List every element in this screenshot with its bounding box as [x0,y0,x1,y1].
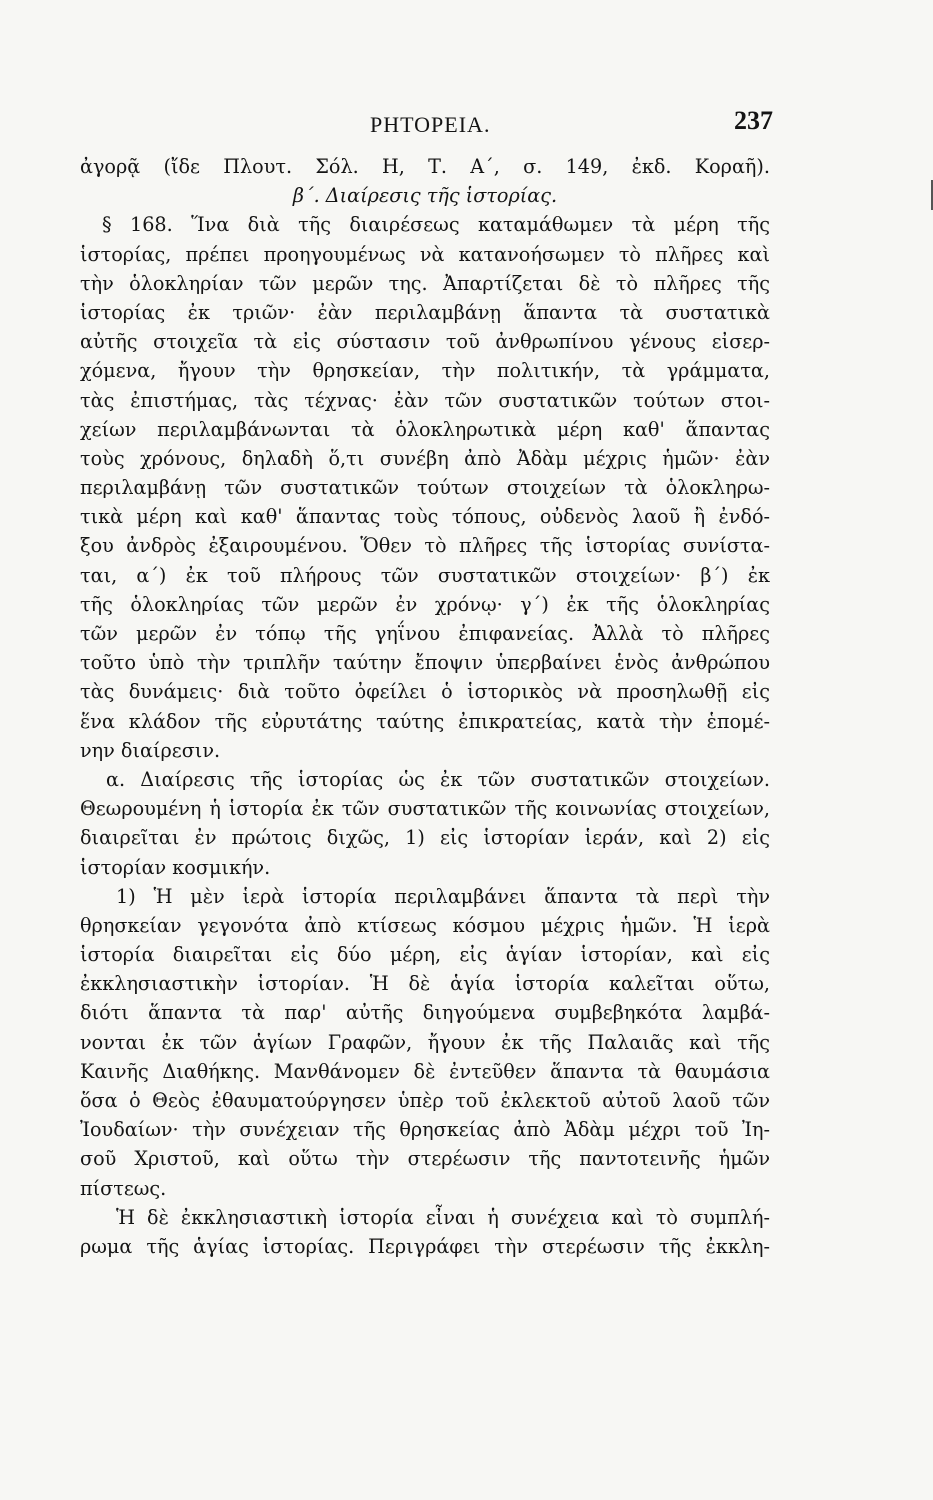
text-line: πίστεως. [80,1176,167,1200]
text-line: θρησκείαν γεγονότα ἀπὸ κτίσεως κόσμου μέχρις ἡμῶν. Ἡ ἱερὰ [80,913,770,937]
text-line: τῆς ὁλοκληρίας τῶν μερῶν ἐν χρόνῳ· γ΄) ἐκ τῆς ὁλοκληρίας [80,592,770,616]
text-line: ται, α΄) ἐκ τοῦ πλήρους τῶν συστατικῶν στοιχείων· β΄) ἐκ [80,563,770,587]
text-line: ἱστορίαν κοσμικήν. [80,855,271,879]
text-line: ρωμα τῆς ἁγίας ἱστορίας. Περιγράφει τὴν στερέωσιν τῆς ἐκκλη- [80,1234,770,1258]
text-line: χείων περιλαμβάνωνται τὰ ὁλοκληρωτικὰ μέρη καθ' ἅπαντας [80,417,770,441]
page-number: 237 [734,106,773,135]
text-body [80,152,770,1261]
text-line: ἐκκλησιαστικὴν ἱστορίαν. Ἡ δὲ ἁγία ἱστορία καλεῖται οὕτω, [80,972,770,996]
text-line: τοὺς χρόνους, δηλαδὴ ὅ,τι συνέβη ἀπὸ Ἀδὰμ μέχρις ἡμῶν· ἐὰν [80,446,770,470]
text-line: ἱστορία διαιρεῖται εἰς δύο μέρη, εἰς ἁγίαν ἱστορίαν, καὶ εἰς [80,943,770,967]
text-line: τὴν ὁλοκληρίαν τῶν μερῶν της. Ἀπαρτίζεται δὲ τὸ πλῆρες τῆς [80,271,770,295]
text-line: τοῦτο ὑπὸ τὴν τριπλῆν ταύτην ἔποψιν ὑπερβαίνει ἑνὸς ἀνθρώπου [80,651,770,675]
text-line: ξου ἀνδρὸς ἐξαιρουμένου. Ὅθεν τὸ πλῆρες τῆς ἱστορίας συνίστα- [80,534,770,558]
text-line: περιλαμβάνῃ τῶν συστατικῶν τούτων στοιχείων τὰ ὁλοκληρω- [80,476,770,500]
text-line: διότι ἅπαντα τὰ παρ' αὐτῆς διηγούμενα συμβεβηκότα λαμβά- [80,1001,770,1025]
text-line: τὰς ἐπιστήμας, τὰς τέχνας· ἐὰν τῶν συστατικῶν τούτων στοι- [80,388,770,412]
text-line: τὰς δυνάμεις· διὰ τοῦτο ὀφείλει ὁ ἱστορικὸς νὰ προσηλωθῇ εἰς [80,680,770,704]
text-line: ὅσα ὁ Θεὸς ἐθαυματούργησεν ὑπὲρ τοῦ ἐκλεκτοῦ αὐτοῦ λαοῦ τῶν [80,1089,770,1112]
text-line: ἀγορᾷ (ἴδε Πλουτ. Σόλ. Η, Τ. Α΄, σ. 149, ἐκδ. Κοραῆ). [80,155,770,178]
text-line: σοῦ Χριστοῦ, καὶ οὕτω τὴν στερέωσιν τῆς παντοτεινῆς ἡμῶν [80,1147,770,1171]
running-head: ΡΗΤΟΡΕΙΑ. [370,112,491,137]
text-line: 1) Ἡ μὲν ἱερὰ ἱστορία περιλαμβάνει ἅπαντα τὰ περὶ τὴν [116,884,770,908]
text-line: νονται ἐκ τῶν ἁγίων Γραφῶν, ἤγουν ἐκ τῆς Παλαιᾶς καὶ τῆς [80,1030,770,1054]
text-line: τῶν μερῶν ἐν τόπῳ τῆς γηΐνου ἐπιφανείας. Ἀλλὰ τὸ πλῆρες [80,622,770,645]
text-line: Ἡ δὲ ἐκκλησιαστικὴ ἱστορία εἶναι ἡ συνέχεια καὶ τὸ συμπλή- [116,1205,770,1229]
text-line: νην διαίρεσιν. [80,738,221,762]
text-line: τικὰ μέρη καὶ καθ' ἅπαντας τοὺς τόπους, οὐδενὸς λαοῦ ἢ ἐνδό- [80,505,770,529]
subsection-heading: α. Διαίρεσις τῆς ἱστορίας ὡς ἐκ τῶν συστατικῶν στοιχείων. [106,767,770,791]
text-line: διαιρεῖται ἐν πρώτοις διχῶς, 1) εἰς ἱστορίαν ἱεράν, καὶ 2) εἰς [80,826,770,850]
text-line: Θεωρουμένη ἡ ἱστορία ἐκ τῶν συστατικῶν τῆς κοινωνίας στοιχείων, [80,797,770,821]
text-line: Καινῆς Διαθήκης. Μανθάνομεν δὲ ἐντεῦθεν ἅπαντα τὰ θαυμάσια [80,1059,770,1083]
text-line: χόμενα, ἤγουν τὴν θρησκείαν, τὴν πολιτικήν, τὰ γράμματα, [80,359,770,383]
page-header [80,106,773,142]
section-heading: β΄. Διαίρεσις τῆς ἱστορίας. [292,184,558,208]
text-line: ἱστορίας, πρέπει προηγουμένως νὰ κατανοήσωμεν τὸ πλῆρες καὶ [80,242,770,266]
text-line: ἱστορίας ἐκ τριῶν· ἐὰν περιλαμβάνῃ ἅπαντα τὰ συστατικὰ [80,300,770,324]
text-line: αὐτῆς στοιχεῖα τὰ εἰς σύστασιν τοῦ ἀνθρωπίνου γένους εἰσερ- [80,330,770,354]
text-line: ἕνα κλάδον τῆς εὐρυτάτης ταύτης ἐπικρατείας, κατὰ τὴν ἑπομέ- [80,709,770,733]
text-line: Ἰουδαίων· τὴν συνέχειαν τῆς θρησκείας ἀπὸ Ἀδὰμ μέχρι τοῦ Ἰη- [80,1118,770,1142]
text-line: § 168. Ἵνα διὰ τῆς διαιρέσεως καταμάθωμεν τὰ μέρη τῆς [102,213,770,237]
